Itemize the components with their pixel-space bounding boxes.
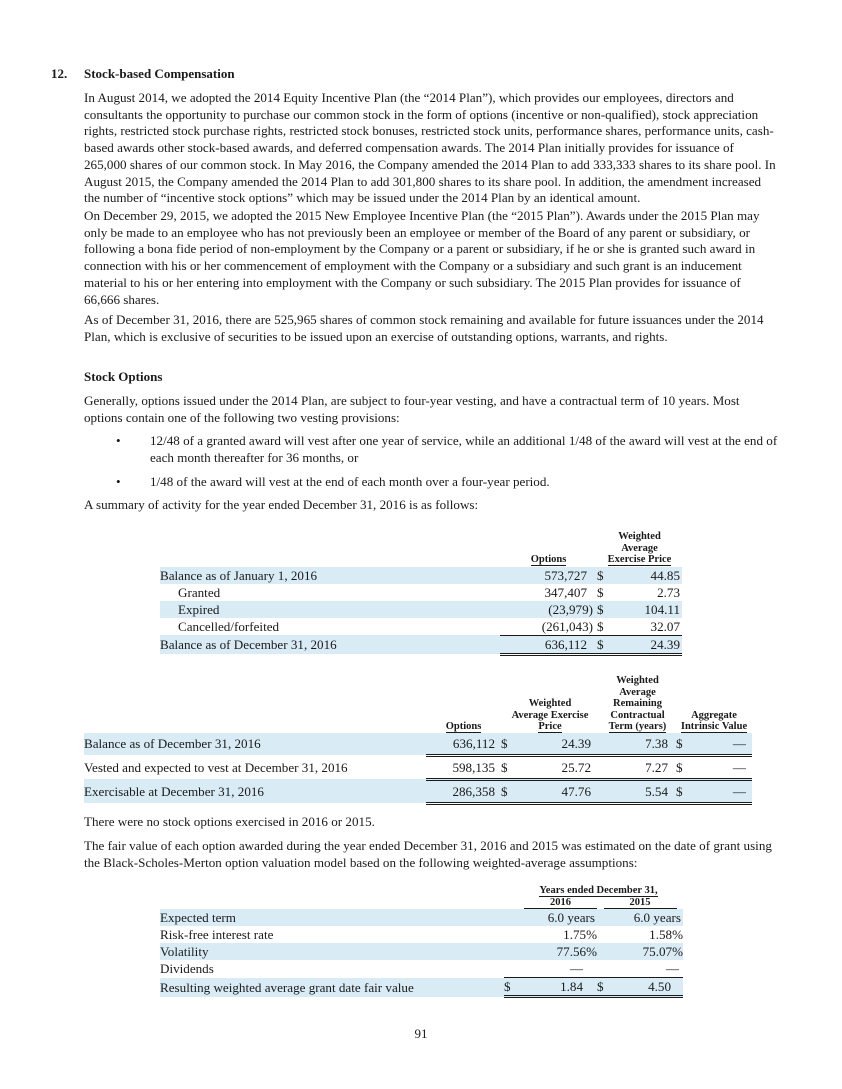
section-title: Stock-based Compensation: [84, 66, 235, 81]
paragraph-shares-available: As of December 31, 2016, there are 525,965 shares of common stock remaining and available for future issuances under the 2014 Plan, which is exclusive of securities to be issued upon an exercise of outstanding options, warrants, and rights.: [84, 312, 764, 344]
table-row: Granted 347,407 $ 2.73: [178, 584, 680, 600]
table-row: Balance as of December 31, 2016 636,112 $ 24.39 7.38 $ —: [84, 733, 752, 756]
column-header-contractual-term: Weighted Average Remaining Contractual Term (years): [608, 675, 667, 732]
section-heading: [51, 66, 235, 82]
page-number: 91: [414, 1026, 428, 1041]
table-row: Resulting weighted average grant date fair value $ 1.84 $ 4.50: [160, 978, 683, 997]
table-header-row: [84, 675, 752, 733]
column-header-exercise-price: Weighted Average Exercise Price: [607, 531, 672, 565]
paragraph-summary-intro: A summary of activity for the year ended December 31, 2016 is as follows:: [84, 497, 479, 512]
table-row: Expired (23,979) $ 104.11: [160, 601, 682, 618]
section-number: 12.: [51, 66, 68, 81]
column-group-header: Years ended December 31,: [539, 885, 658, 896]
table-row: Exercisable at December 31, 2016 286,358 $ 47.76 5.54 $ —: [84, 779, 752, 803]
column-header-options: Options: [445, 721, 482, 732]
column-header-exercise-price: Weighted Average Exercise Price: [511, 698, 589, 732]
table-row: Balance as of January 1, 2016 573,727 $ 44.85: [160, 567, 680, 583]
bullet-icon: •: [116, 433, 121, 448]
options-outstanding-table: [84, 675, 752, 805]
table-header-row: [160, 531, 682, 567]
option-activity-table: [160, 531, 682, 656]
stock-options-subheading: Stock Options: [84, 369, 163, 384]
paragraph-no-exercises: There were no stock options exercised in 2016 or 2015.: [84, 814, 375, 829]
paragraph-2015-plan: On December 29, 2015, we adopted the 2015 New Employee Incentive Plan (the “2015 Plan”). Awards under the 2015 Plan may only be made to an employee who has not previously been an employee or member of the Board of any parent or subsidiary, or following a bona fide period of non-employment by the Company or a parent or subsidiary, if he or she is granted such award in connection with his or her commencement of employment with the Company or a subsidiary and such grant is an inducement material to his or her entering into employment with the Company or such subsidiary. The 2015 Plan provides for issuance of 66,666 shares.: [84, 208, 760, 307]
black-scholes-assumptions-table: [160, 885, 683, 998]
bullet-text: 12/48 of a granted award will vest after one year of service, while an additional 1/48 of the award will vest at the end of each month thereafter for 36 months, or: [150, 433, 778, 465]
column-header-2015: 2015: [597, 897, 683, 909]
bullet-icon: •: [116, 474, 121, 489]
column-header-2016: 2016: [504, 897, 597, 909]
table-row: Cancelled/forfeited (261,043) $ 32.07: [178, 618, 680, 634]
paragraph-vesting-intro: Generally, options issued under the 2014 Plan, are subject to four-year vesting, and have a contractual term of 10 years. Most options contain one of the following two vesting provisions:: [84, 393, 740, 425]
table-row: Dividends — —: [160, 960, 683, 978]
table-row: Vested and expected to vest at December 31, 2016 598,135 $ 25.72 7.27 $ —: [84, 755, 752, 779]
table-header-row: [160, 885, 683, 897]
table-header-row: [160, 897, 683, 909]
column-header-intrinsic-value: Aggregate Intrinsic Value: [680, 709, 748, 732]
column-header-options: Options: [530, 554, 567, 565]
paragraph-fair-value: The fair value of each option awarded during the year ended December 31, 2016 and 2015 was estimated on the date of grant using the Black-Scholes-Merton option valuation model based on the following weighted-average assumptions:: [84, 838, 772, 870]
table-row: Risk-free interest rate 1.75% 1.58%: [160, 927, 683, 942]
table-row: Balance as of December 31, 2016 636,112 $ 24.39: [160, 636, 680, 652]
table-row: Expected term 6.0 years 6.0 years: [160, 910, 681, 925]
paragraph-2014-plan: In August 2014, we adopted the 2014 Equity Incentive Plan (the “2014 Plan”), which provides our employees, directors and consultants the opportunity to purchase our common stock in the form of options (incentive or non-qualified), stock appreciation rights, restricted stock purchase rights, restricted stock bonuses, restricted stock units, performance shares, performance units, cash-based awards other stock-based awards, and deferred compensation awards. The 2014 Plan initially provides for issuance of 265,000 shares of our common stock. In May 2016, the Company amended the 2014 Plan to add 333,333 shares to its share pool. In August 2015, the Company amended the 2014 Plan to add 301,800 shares to its share pool. In addition, the amendment increased the number of “incentive stock options” which may be issued under the 2014 Plan by an identical amount.: [84, 90, 776, 206]
bullet-text: 1/48 of the award will vest at the end of each month over a four-year period.: [150, 474, 550, 489]
table-row: Volatility 77.56% 75.07%: [160, 944, 683, 959]
